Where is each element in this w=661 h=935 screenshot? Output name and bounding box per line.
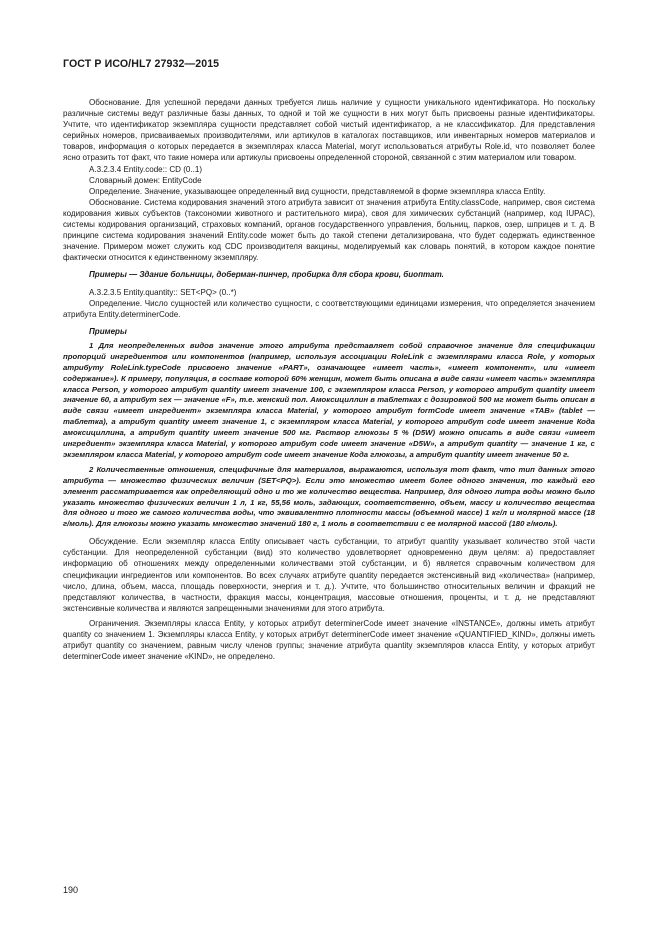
examples-code: Примеры — Здание больницы, доберман-пинчер, пробирка для сбора крови, биоптат. bbox=[89, 270, 444, 280]
page-number: 190 bbox=[63, 885, 79, 895]
paragraph-definition-quantity: Определение. Число сущностей или количество сущности, с соответствующими единицами измерения, что определяется значением атрибута Entity.determinerCode. bbox=[63, 298, 595, 319]
paragraph-rationale-code: Обоснование. Система кодирования значений этого атрибута зависит от значения атрибута Entity.classCode, например, своя система кодирования живых субъектов (таксономии животного и растительного мира), своя для химических субстанций (например, код IUPAC), системы кодирования организаций, страховых компаний, органов государственного управления, больниц, парков, озер, шприцев и т. д. В принципе система кодирования значений Entity.code может быть до такой степени детализирована, что будет содержать единственное значение. Примером может служить код CDC производителя вакцины, моделируемый как словарь понятий, в котором каждое понятие фактически относится к единственному экземпляру. bbox=[63, 197, 595, 263]
paragraph-rationale-id: Обоснование. Для успешной передачи данных требуется лишь наличие у сущности уникального идентификатора. Но поскольку различные системы ведут различные базы данных, то одной и той же сущности в них могут быть присвоены разные идентификаторы. Учтите, что идентификатор экземпляра сущности представляет собой чистый идентификатор, а не классификатор. Для представления серийных номеров, присваиваемых производителями, или артикулов в каталогах поставщиков, или инвентарных номеров материалов и товаров, информация о которых передается в экземплярах класса Material, могут использоваться атрибуты Role.id, что позволяет более ясно отразить тот факт, что такие номера или артикулы присвоены определенной стороной, связанной с этим материалом или товаром. bbox=[63, 98, 595, 163]
example-2: 2 Количественные отношения, специфичные для материалов, выражаются, используя тот факт, что тип данных этого атрибута — множество физических величин (SET<PQ>). Если это множество имеет более одного значения, то каждый его элемент рассматривается как определяющий одно и то же количество вещества. Например, для одного литра воды можно было указать множество физических величин 1 л, 1 кг, 55,56 моль, задающих, соответственно, объем, массу и количество вещества для одного и того же самого количества воды, что эквивалентно плотности массы (объемной массе) 1 кг/л и молярной массе (18 г/моль). Для глюкозы можно указать множество значений 180 г, 1 моль в соответствии с ее молярной массой (180 г/моль). bbox=[63, 464, 595, 529]
document-body bbox=[63, 97, 595, 662]
paragraph-definition-code: Определение. Значение, указывающее определенный вид сущности, представляемой в форме экземпляра класса Entity. bbox=[89, 186, 546, 196]
vocabulary-domain: Словарный домен: EntityCode bbox=[89, 175, 202, 185]
section-heading-entity-quantity: A.3.2.3.5 Entity.quantity:: SET<PQ> (0..*) bbox=[89, 287, 237, 297]
paragraph-discussion: Обсуждение. Если экземпляр класса Entity описывает часть субстанции, то атрибут quantity указывает количество этой части субстанции. Для неопределенной субстанции (вид) это количество удовлетворяет одновременно двум целям: а) предоставляет информацию об отношениях между определенными количествами этой субстанции, и б) является справочным количеством для спецификации ингредиентов или компонентов. Во всех случаях атрибуте quantity передается экстенсивный вид «количества» (например, число, длина, объем, масса, площадь поверхности, энергия и т. д.). Учтите, что большинство относительных величин и фракций не представляют количества, в частности, фракция массы, концентрация, массовые отношения, проценты, и т. д. не представляют экстенсивные количества и являются запрещенными значениями для этого атрибута. bbox=[63, 537, 595, 613]
examples-heading: Примеры bbox=[89, 326, 127, 336]
example-1: 1 Для неопределенных видов значение этого атрибута представляет собой справочное значение для спецификации пропорций ингредиентов или компонентов (например, используя ассоциации RoleLink с экземплярами класса Role, у которых атрибуту RoleLink.typeCode присвоено значение «PART», означающее «имеет часть», «имеет компонент», или «имеет содержание»). К примеру, популяция, в составе которой 60% женщин, может быть описана в виде связи «имеет часть» экземпляра класса Person, у которого атрибут quantity имеет значение 100, с экземпляром класса Person, у которого атрибут quantity имеет значение 60, а атрибут sex — значение «F», т.е. женский пол. Амоксициллин в таблетках с дозировкой 500 мг может быть описан в виде связи «имеет ингредиент» экземпляра класса Material, у которого атрибут formCode имеет значение «TAB» (tablet — таблетка), а атрибут quantity имеет значение 1, с экземпляром класса Material, у которого атрибут code имеет значение Кода амоксициллина, а атрибут quantity имеет значение 500 мг. Раствор глюкозы 5 % (D5W) можно описать в виде связи «имеет ингредиент» экземпляра класса Material, у которого атрибут code имеет значение «D5W», а атрибут quantity — значение 1 кг, с экземпляром класса Material, у которого атрибут code имеет значение Кода глюкозы, а атрибут quantity имеет значение 50 г. bbox=[63, 340, 595, 459]
paragraph-constraints: Ограничения. Экземпляры класса Entity, у которых атрибут determinerCode имеет значение «INSTANCE», должны иметь атрибут quantity со значением 1. Экземпляры класса Entity, у которых атрибут determinerCode имеет значение «QUANTIFIED_KIND», должны иметь атрибут quantity со значением, равным числу членов группы; значение атрибута quantity экземпляров класса Entity, у которых атрибут determinerCode имеет значение «KIND», не определено. bbox=[63, 618, 595, 662]
page-header-standard-title: ГОСТ Р ИСО/HL7 27932—2015 bbox=[63, 58, 220, 70]
section-heading-entity-code: A.3.2.3.4 Entity.code:: CD (0..1) bbox=[89, 164, 203, 174]
